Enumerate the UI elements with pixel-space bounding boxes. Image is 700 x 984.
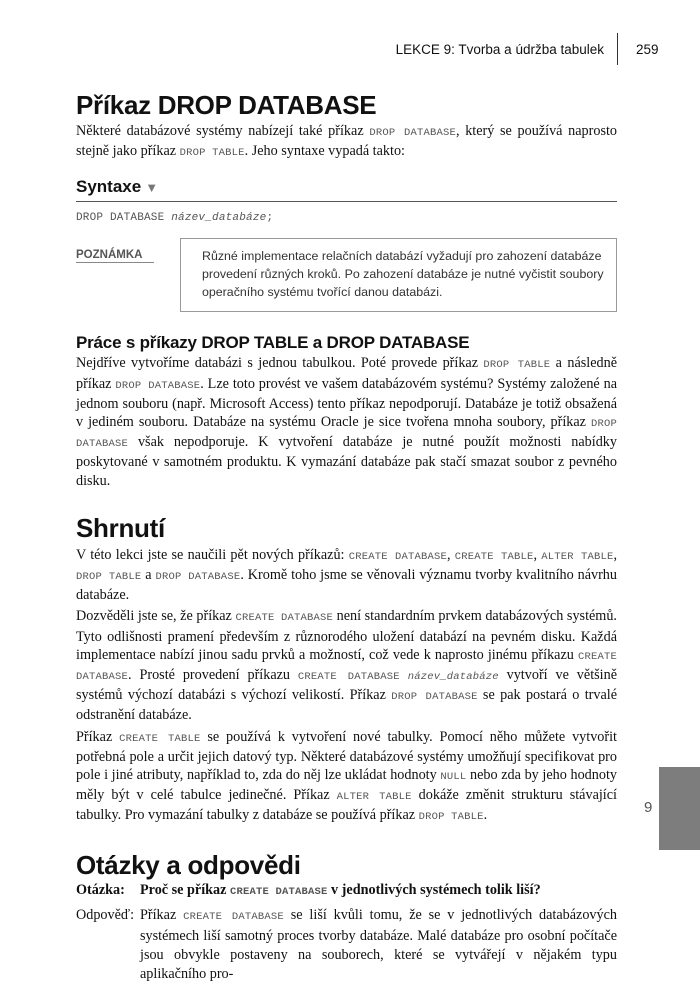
inline-code: CREATE DATABASE — [76, 650, 617, 684]
section-title-summary: Shrnutí — [76, 512, 165, 543]
paragraph — [76, 354, 617, 489]
text-run: Dozvěděli jste se, že příkaz — [76, 608, 236, 625]
text-run: , který se používá naprosto stejně jako příkaz — [76, 123, 617, 160]
inline-code: CREATE DATABASE — [297, 671, 400, 684]
inline-code: ALTER TABLE — [336, 791, 412, 804]
note-label: POZNÁMKA — [76, 248, 154, 263]
inline-code: DROP DATABASE — [155, 571, 241, 584]
subsection-title: Práce s příkazy DROP TABLE a DROP DATABASE — [76, 333, 470, 353]
text-run: Proč se příkaz — [140, 881, 230, 898]
text-run: . Jeho syntaxe vypadá takto: — [244, 143, 405, 160]
text-run: a následně příkaz — [76, 355, 617, 392]
text-run: Nejdříve vytvoříme databázi s jednou tabulkou. Poté provede příkaz — [76, 355, 484, 372]
question-text — [140, 881, 617, 902]
text-run — [400, 667, 408, 683]
text-run: , — [613, 546, 618, 563]
note-box — [180, 238, 617, 312]
text-run: se pak postará o trvalé odstranění databáze. — [76, 687, 618, 724]
text-run: . Lze toto provést ve vašem databázovém systému? Systémy založené na jednom souboru (např. Microsoft Access) tento příkaz nepodporují. Databáze je totiž obsažená v jediném souboru. Databáze na systému Oracle je sice tvořena mnoha soubory, příkaz — [76, 375, 618, 431]
answer-label: Odpověď: — [76, 906, 135, 923]
syntax-code — [76, 208, 617, 226]
text-run: , — [446, 546, 455, 563]
inline-code: DROP TABLE — [179, 147, 245, 160]
chapter-tab-number: 9 — [644, 799, 653, 816]
paragraph — [76, 607, 617, 724]
inline-code: DROP TABLE — [418, 811, 484, 824]
inline-code: CREATE DATABASE — [235, 612, 334, 625]
paragraph — [76, 728, 617, 827]
text-run: není standardním prvkem databázových systémů. Tyto odlišnosti pramení především z různorodého uložení databází na pevném disku. Každá implementace nabízí jinou sadu prvků a možností, což vede k naprosto jinému příkazu — [76, 608, 617, 663]
syntax-heading — [76, 176, 617, 202]
inline-code: DROP DATABASE — [391, 691, 478, 704]
note-text: Různé implementace relačních databází vyžadují pro zahození databáze provedení různých kroků. Po zahození databáze je nutné vyčistit soubory operačního systému tvořící danou databázi. — [202, 249, 604, 300]
inline-code: CREATE DATABASE — [348, 550, 447, 563]
syntax-code-param: název_databáze — [171, 212, 267, 225]
text-run: Příkaz — [140, 906, 184, 923]
inline-code: DROP TABLE — [483, 359, 551, 372]
syntax-code-end: ; — [266, 212, 274, 225]
paragraph — [76, 122, 617, 162]
text-run: se liší kvůli tomu, že se v jednotlivých databázových systémech liší samotný proces tvorby databáze. Malé databáze pro osobní počítače jsou obvykle postaveny na souborech, které se vytvářejí v nějakém typu aplikačního pro- — [140, 906, 618, 982]
inline-code: DROP TABLE — [76, 571, 142, 584]
header-divider — [617, 33, 618, 65]
syntax-code-keyword: DROP DATABASE — [76, 212, 172, 225]
running-header: LEKCE 9: Tvorba a údržba tabulek — [395, 42, 604, 57]
inline-code: NULL — [440, 771, 467, 784]
note — [76, 238, 617, 312]
inline-code: DROP DATABASE — [369, 127, 456, 139]
text-run: Příkaz — [76, 728, 120, 745]
text-run: v jednotlivých systémech tolik liší? — [327, 881, 541, 898]
chapter-thumb-tab — [659, 767, 700, 850]
inline-code: DROP DATABASE — [115, 379, 201, 392]
page-body — [76, 89, 617, 984]
answer-text — [140, 906, 617, 984]
text-run: však nepodporuje. K vytvoření databáze je nutné použít možnosti nabídky poskytované v samotném produktu. K vymazání databáze pak stačí smazat soubor z pevného disku. — [76, 434, 617, 489]
text-run: . — [483, 807, 488, 824]
section-title-drop-database: Příkaz DROP DATABASE — [76, 90, 377, 120]
text-run: a — [141, 567, 156, 584]
inline-code: CREATE TABLE — [454, 550, 534, 563]
inline-code: ALTER TABLE — [541, 550, 614, 563]
answer — [76, 906, 617, 984]
text-run: vytvoří ve většině systémů výchozí databázi s výchozí velikostí. Příkaz — [76, 667, 617, 704]
text-run: . Prosté provedení příkazu — [128, 667, 298, 684]
inline-code: DROP DATABASE — [76, 418, 617, 451]
text-run: . Kromě toho jsme se věnovali významu tvorby kvalitního návrhu databáze. — [76, 567, 617, 604]
page-number: 259 — [636, 42, 659, 57]
text-run: se používá k vytvoření nové tabulky. Pomocí něho můžete vytvořit potřebná pole a určit jejich datový typ. Některé databázové systémy umožňují specifikovat pro pole i jiné atributy, například to, zda do něj lze ukládat hodnoty — [76, 728, 617, 784]
text-run: Některé databázové systémy nabízejí také příkaz — [76, 123, 370, 139]
syntax-heading-label: Syntaxe — [76, 177, 142, 197]
question — [76, 881, 617, 902]
inline-code: CREATE DATABASE — [183, 910, 284, 923]
text-run: nebo zda by jeho hodnoty měly být v celé tabulce jedinečné. Příkaz — [76, 767, 618, 804]
text-run: , — [533, 546, 542, 563]
question-label: Otázka: — [76, 881, 125, 898]
triangle-down-icon: ▼ — [145, 180, 159, 196]
text-run: dokáže změnit strukturu stávající tabulky. Pro vymazání tabulky z databáze se používá příkaz — [76, 787, 617, 824]
text-run: V této lekci jste se naučili pět nových příkazů: — [76, 546, 349, 563]
inline-code: CREATE DATABASE — [229, 885, 328, 898]
inline-code: název_databáze — [407, 671, 499, 684]
paragraph — [76, 546, 617, 605]
section-title-qa: Otázky a odpovědi — [76, 849, 301, 880]
inline-code: CREATE TABLE — [119, 732, 201, 745]
